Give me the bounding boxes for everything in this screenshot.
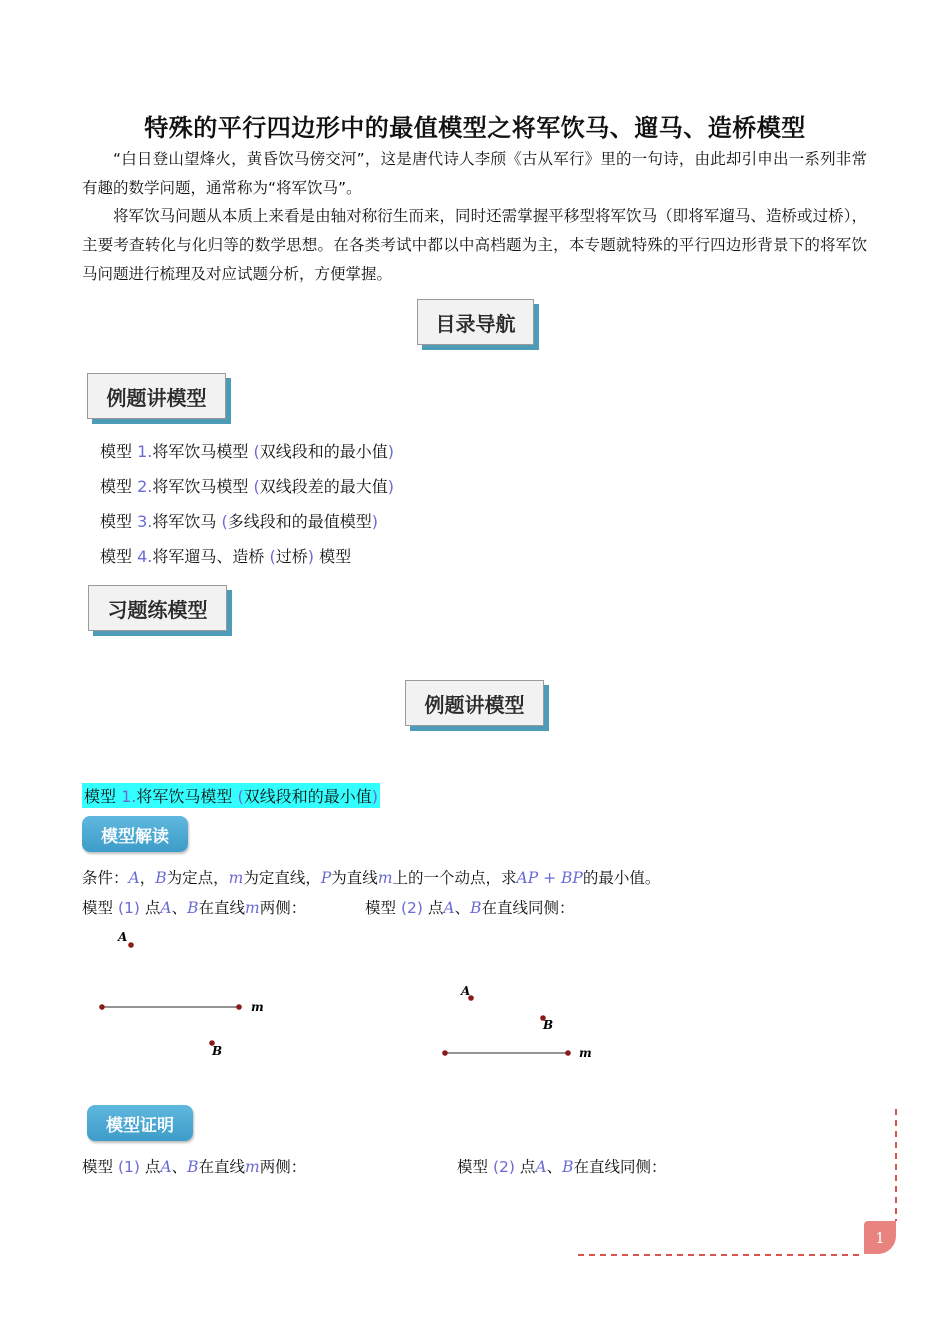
toc-item-suffix: 模型 — [319, 547, 352, 566]
case-number: (2) — [400, 899, 423, 917]
case-prefix: 模型 — [82, 899, 114, 917]
case-text: 两侧： — [259, 1158, 307, 1176]
case-text: 点 — [519, 1158, 536, 1176]
separator: 、 — [546, 1158, 563, 1176]
case-1-heading — [82, 896, 306, 918]
toc-item-prefix: 模型 — [100, 442, 133, 461]
toc-item-number: 4. — [137, 547, 153, 566]
figure-same-side — [430, 980, 610, 1070]
case-text: 点 — [144, 899, 161, 917]
case-2-heading — [365, 896, 575, 918]
toc-item-number: 1. — [137, 442, 153, 461]
case-prefix: 模型 — [457, 1158, 489, 1176]
var-B: B — [562, 1158, 574, 1176]
separator: 、 — [171, 1158, 188, 1176]
line-endpoint — [99, 1004, 105, 1010]
var-B: B — [470, 899, 482, 917]
condition-text: 为直线 — [331, 869, 378, 887]
toc-badge — [417, 299, 534, 345]
page-number-text: 1 — [875, 1228, 885, 1247]
var-A: A — [128, 869, 140, 887]
case-number: (1) — [117, 899, 140, 917]
toc-item-3[interactable]: 模型 3.将军饮马 (多线段和的最值模型) — [100, 512, 378, 531]
condition-text: 上的一个动点，求 — [392, 869, 517, 887]
toc-item-text: 将军饮马 — [152, 512, 217, 531]
separator: 、 — [454, 899, 471, 917]
case-text: 在直线同侧： — [481, 899, 575, 917]
model-reading-label: 模型解读 — [101, 826, 169, 847]
toc-item-paren: 双线段差的最大值 — [259, 477, 388, 496]
toc-item-text: 将军饮马模型 — [152, 442, 249, 461]
toc-item-number: 3. — [137, 512, 153, 531]
figure-opposite-sides — [82, 925, 342, 1065]
toc-item-text: 将军饮马模型 — [152, 477, 249, 496]
label-B: B — [543, 1018, 554, 1032]
examples-section-badge — [405, 680, 544, 726]
toc-badge-label: 目录导航 — [435, 311, 516, 336]
case-number: (2) — [492, 1158, 515, 1176]
model-proof-label: 模型证明 — [106, 1115, 174, 1136]
separator: 、 — [171, 899, 188, 917]
section-1-heading: 模型 1.将军饮马模型 (双线段和的最小值) — [82, 783, 380, 808]
case-text: 在直线 — [198, 1158, 245, 1176]
case-text: 在直线 — [198, 899, 245, 917]
intro-paragraph-2: 将军饮马问题从本质上来看是由轴对称衍生而来，同时还需掌握平移型将军饮马（即将军遛马、造桥或过桥），主要考查转化与化归等的数学思想。在各类考试中都以中高档题为主，本专题就特殊的平行四边形背景下的将军饮马问题进行梳理及对应试题分析，方便掌握。 — [82, 207, 867, 283]
comma: ， — [139, 869, 156, 887]
exercises-badge-label: 习题练模型 — [107, 597, 208, 622]
var-m: m — [377, 869, 393, 887]
model-proof-pill — [87, 1105, 193, 1141]
intro-paragraph-1: “白日登山望烽火，黄昏饮马傍交河”，这是唐代诗人李颀《古从军行》里的一句诗，由此却引申出一系列非常有趣的数学问题，通常称为“将军饮马”。 — [82, 150, 867, 197]
toc-item-prefix: 模型 — [100, 547, 133, 566]
examples-badge — [87, 373, 226, 419]
var-A: A — [160, 899, 172, 917]
condition-label: 条件： — [82, 869, 129, 887]
condition-text: 为定点， — [166, 869, 229, 887]
section-1-prefix: 模型 — [84, 787, 117, 806]
case-text: 两侧： — [259, 899, 307, 917]
var-P: P — [320, 869, 332, 887]
toc-item-2[interactable]: 模型 2.将军饮马模型 (双线段差的最大值) — [100, 477, 394, 496]
label-A: A — [118, 930, 128, 944]
examples-badge-label: 例题讲模型 — [106, 385, 207, 410]
point-A — [128, 942, 134, 948]
var-m: m — [245, 899, 260, 917]
case-number: (1) — [117, 1158, 140, 1176]
expression-AP-BP: AP + BP — [516, 869, 583, 887]
line-endpoint — [442, 1050, 448, 1056]
var-B: B — [187, 899, 199, 917]
condition-line — [82, 866, 660, 888]
proof-case-1-heading — [82, 1155, 306, 1177]
toc-item-text: 将军遛马、造桥 — [152, 547, 265, 566]
case-text: 点 — [144, 1158, 161, 1176]
case-text: 在直线同侧： — [573, 1158, 667, 1176]
var-A: A — [443, 899, 455, 917]
condition-text: 的最小值。 — [582, 869, 661, 887]
toc-item-paren: 多线段和的最值模型 — [227, 512, 372, 531]
var-B: B — [187, 1158, 199, 1176]
toc-item-number: 2. — [137, 477, 153, 496]
var-m: m — [245, 1158, 260, 1176]
var-B: B — [155, 869, 167, 887]
line-endpoint — [236, 1004, 242, 1010]
label-B: B — [212, 1044, 223, 1058]
toc-item-4[interactable]: 模型 4.将军遛马、造桥 (过桥) 模型 — [100, 547, 352, 566]
case-prefix: 模型 — [365, 899, 397, 917]
label-m: m — [579, 1046, 592, 1060]
section-1-number: 1. — [121, 787, 137, 806]
page-corner-decoration — [570, 1105, 910, 1265]
examples-section-badge-label: 例题讲模型 — [424, 692, 525, 717]
exercises-badge — [88, 585, 227, 631]
toc-item-1[interactable]: 模型 1.将军饮马模型 (双线段和的最小值) — [100, 442, 394, 461]
section-1-paren: 双线段和的最小值 — [243, 787, 372, 806]
toc-item-paren: 双线段和的最小值 — [259, 442, 388, 461]
toc-item-prefix: 模型 — [100, 512, 133, 531]
label-m: m — [251, 1000, 264, 1014]
toc-item-paren: 过桥 — [275, 547, 308, 566]
toc-item-prefix: 模型 — [100, 477, 133, 496]
case-text: 点 — [427, 899, 444, 917]
page-title: 特殊的平行四边形中的最值模型之将军饮马、遛马、造桥模型 — [144, 114, 806, 142]
case-prefix: 模型 — [82, 1158, 114, 1176]
model-reading-pill — [82, 816, 188, 852]
line-endpoint — [565, 1050, 571, 1056]
condition-text: 为定直线， — [243, 869, 321, 887]
var-A: A — [535, 1158, 547, 1176]
var-m: m — [228, 869, 244, 887]
var-A: A — [160, 1158, 172, 1176]
section-1-text: 将军饮马模型 — [136, 787, 233, 806]
label-A: A — [461, 984, 471, 998]
